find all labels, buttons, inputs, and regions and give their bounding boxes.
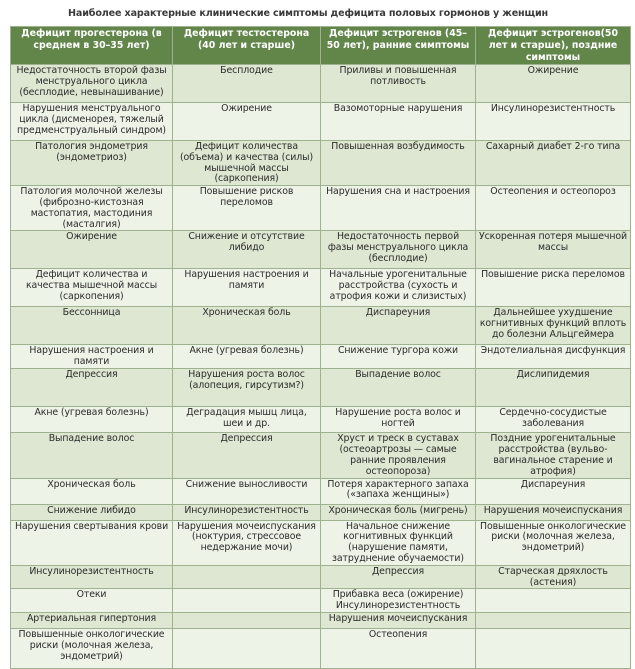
table-row (11, 520, 631, 565)
cell-testosterone-deficit (173, 565, 321, 589)
cell-estrogen-early: Остеопения (321, 629, 476, 669)
cell-estrogen-late: Старческая дряхлость (астения) (476, 565, 631, 589)
cell-estrogen-late: Поздние урогенитальные расстройства (вульво-вагинальное старение и атрофия) (476, 433, 631, 478)
cell-progesterone-deficit: Выпадение волос (11, 433, 173, 478)
cell-progesterone-deficit: Артериальная гипертония (11, 613, 173, 629)
cell-estrogen-early: Прибавка веса (ожирение) Инсулинорезистентность (321, 589, 476, 613)
cell-progesterone-deficit: Инсулинорезистентность (11, 565, 173, 589)
cell-testosterone-deficit (173, 613, 321, 629)
cell-progesterone-deficit: Снижение либидо (11, 504, 173, 520)
cell-progesterone-deficit: Повышенные онкологические риски (молочная железа, эндометрий) (11, 629, 173, 669)
cell-testosterone-deficit: Повышение рисков переломов (173, 186, 321, 231)
cell-testosterone-deficit: Депрессия (173, 433, 321, 478)
cell-progesterone-deficit: Дефицит количества и качества мышечной массы (саркопения) (11, 269, 173, 307)
cell-estrogen-early: Диспареуния (321, 307, 476, 345)
cell-testosterone-deficit: Акне (угревая болезнь) (173, 345, 321, 369)
cell-testosterone-deficit: Деградация мышц лица, шеи и др. (173, 407, 321, 433)
cell-estrogen-late: Сахарный диабет 2-го типа (476, 141, 631, 186)
cell-estrogen-late (476, 629, 631, 669)
table-row (11, 231, 631, 269)
cell-progesterone-deficit: Депрессия (11, 369, 173, 407)
cell-estrogen-early: Хроническая боль (мигрень) (321, 504, 476, 520)
cell-estrogen-late: Дальнейшее ухудшение когнитивных функций вплоть до болезни Альцгеймера (476, 307, 631, 345)
cell-estrogen-early: Нарушение роста волос и ногтей (321, 407, 476, 433)
cell-progesterone-deficit: Нарушения менструального цикла (дисменорея, тяжелый предменструальный синдром) (11, 103, 173, 141)
cell-testosterone-deficit: Дефицит количества (объема) и качества (силы) мышечной массы (саркопения) (173, 141, 321, 186)
cell-testosterone-deficit: Нарушения настроения и памяти (173, 269, 321, 307)
table-row (11, 269, 631, 307)
cell-estrogen-early: Нарушения сна и настроения (321, 186, 476, 231)
cell-progesterone-deficit: Отеки (11, 589, 173, 613)
header-row (11, 27, 631, 65)
cell-progesterone-deficit: Недостаточность второй фазы менструального цикла (бесплодие, невынашивание) (11, 65, 173, 103)
table-row (11, 565, 631, 589)
table-row (11, 369, 631, 407)
cell-estrogen-early: Начальное снижение когнитивных функций (нарушение памяти, затруднение обучаемости) (321, 520, 476, 565)
table-row (11, 613, 631, 629)
cell-testosterone-deficit (173, 629, 321, 669)
table-title: Наиболее характерные клинические симптомы дефицита половых гормонов у женщин (68, 8, 549, 19)
cell-estrogen-late: Нарушения мочеиспускания (476, 504, 631, 520)
cell-estrogen-early: Вазомоторные нарушения (321, 103, 476, 141)
cell-estrogen-early: Потеря характерного запаха («запаха женщины») (321, 478, 476, 504)
cell-progesterone-deficit: Патология эндометрия (эндометриоз) (11, 141, 173, 186)
cell-estrogen-late: Сердечно-сосудистые заболевания (476, 407, 631, 433)
cell-progesterone-deficit: Нарушения свертывания крови (11, 520, 173, 565)
cell-estrogen-late: Ожирение (476, 65, 631, 103)
table-row (11, 186, 631, 231)
cell-estrogen-late: Ускоренная потеря мышечной массы (476, 231, 631, 269)
cell-estrogen-early: Нарушения мочеиспускания (321, 613, 476, 629)
table-row (11, 407, 631, 433)
cell-estrogen-late: Повышенные онкологические риски (молочная железа, эндометрий) (476, 520, 631, 565)
table-row (11, 103, 631, 141)
cell-estrogen-late (476, 613, 631, 629)
cell-testosterone-deficit: Снижение и отсутствие либидо (173, 231, 321, 269)
cell-testosterone-deficit: Бесплодие (173, 65, 321, 103)
cell-estrogen-late: Эндотелиальная дисфункция (476, 345, 631, 369)
cell-estrogen-late: Инсулинорезистентность (476, 103, 631, 141)
cell-testosterone-deficit: Ожирение (173, 103, 321, 141)
cell-testosterone-deficit: Нарушения мочеиспускания (ноктурия, стрессовое недержание мочи) (173, 520, 321, 565)
cell-estrogen-early: Начальные урогенитальные расстройства (сухость и атрофия кожи и слизистых) (321, 269, 476, 307)
cell-progesterone-deficit: Ожирение (11, 231, 173, 269)
cell-testosterone-deficit: Снижение выносливости (173, 478, 321, 504)
cell-estrogen-early: Депрессия (321, 565, 476, 589)
cell-estrogen-late (476, 589, 631, 613)
cell-estrogen-late: Диспареуния (476, 478, 631, 504)
cell-testosterone-deficit: Хроническая боль (173, 307, 321, 345)
cell-progesterone-deficit: Нарушения настроения и памяти (11, 345, 173, 369)
cell-estrogen-late: Остеопения и остеопороз (476, 186, 631, 231)
cell-progesterone-deficit: Патология молочной железы (фиброзно-кистозная мастопатия, мастодиния (масталгия) (11, 186, 173, 231)
table-row (11, 345, 631, 369)
table-row (11, 433, 631, 478)
table-body (11, 65, 631, 669)
column-header-estrogen-late: Дефицит эстрогенов(50 лет и старше), поздние симптомы (476, 27, 631, 65)
cell-testosterone-deficit: Инсулинорезистентность (173, 504, 321, 520)
cell-testosterone-deficit (173, 589, 321, 613)
symptoms-table (10, 26, 631, 669)
cell-estrogen-early: Снижение тургора кожи (321, 345, 476, 369)
table-row (11, 629, 631, 669)
cell-estrogen-early: Повышенная возбудимость (321, 141, 476, 186)
cell-progesterone-deficit: Акне (угревая болезнь) (11, 407, 173, 433)
column-header-testosterone: Дефицит тестостерона (40 лет и старше) (173, 27, 321, 65)
cell-estrogen-late: Повышение риска переломов (476, 269, 631, 307)
cell-estrogen-early: Выпадение волос (321, 369, 476, 407)
column-header-progesterone: Дефицит прогестерона (в среднем в 30–35 лет) (11, 27, 173, 65)
table-row (11, 478, 631, 504)
cell-progesterone-deficit: Хроническая боль (11, 478, 173, 504)
cell-estrogen-late: Дислипидемия (476, 369, 631, 407)
table-row (11, 141, 631, 186)
table-row (11, 589, 631, 613)
column-header-estrogen-early: Дефицит эстрогенов (45–50 лет), ранние симптомы (321, 27, 476, 65)
table-row (11, 504, 631, 520)
cell-testosterone-deficit: Нарушения роста волос (алопеция, гирсутизм?) (173, 369, 321, 407)
cell-progesterone-deficit: Бессонница (11, 307, 173, 345)
table-row (11, 65, 631, 103)
table-row (11, 307, 631, 345)
cell-estrogen-early: Недостаточность первой фазы менструального цикла (бесплодие) (321, 231, 476, 269)
cell-estrogen-early: Хруст и треск в суставах (остеоартрозы — самые ранние проявления остеопороза) (321, 433, 476, 478)
cell-estrogen-early: Приливы и повышенная потливость (321, 65, 476, 103)
